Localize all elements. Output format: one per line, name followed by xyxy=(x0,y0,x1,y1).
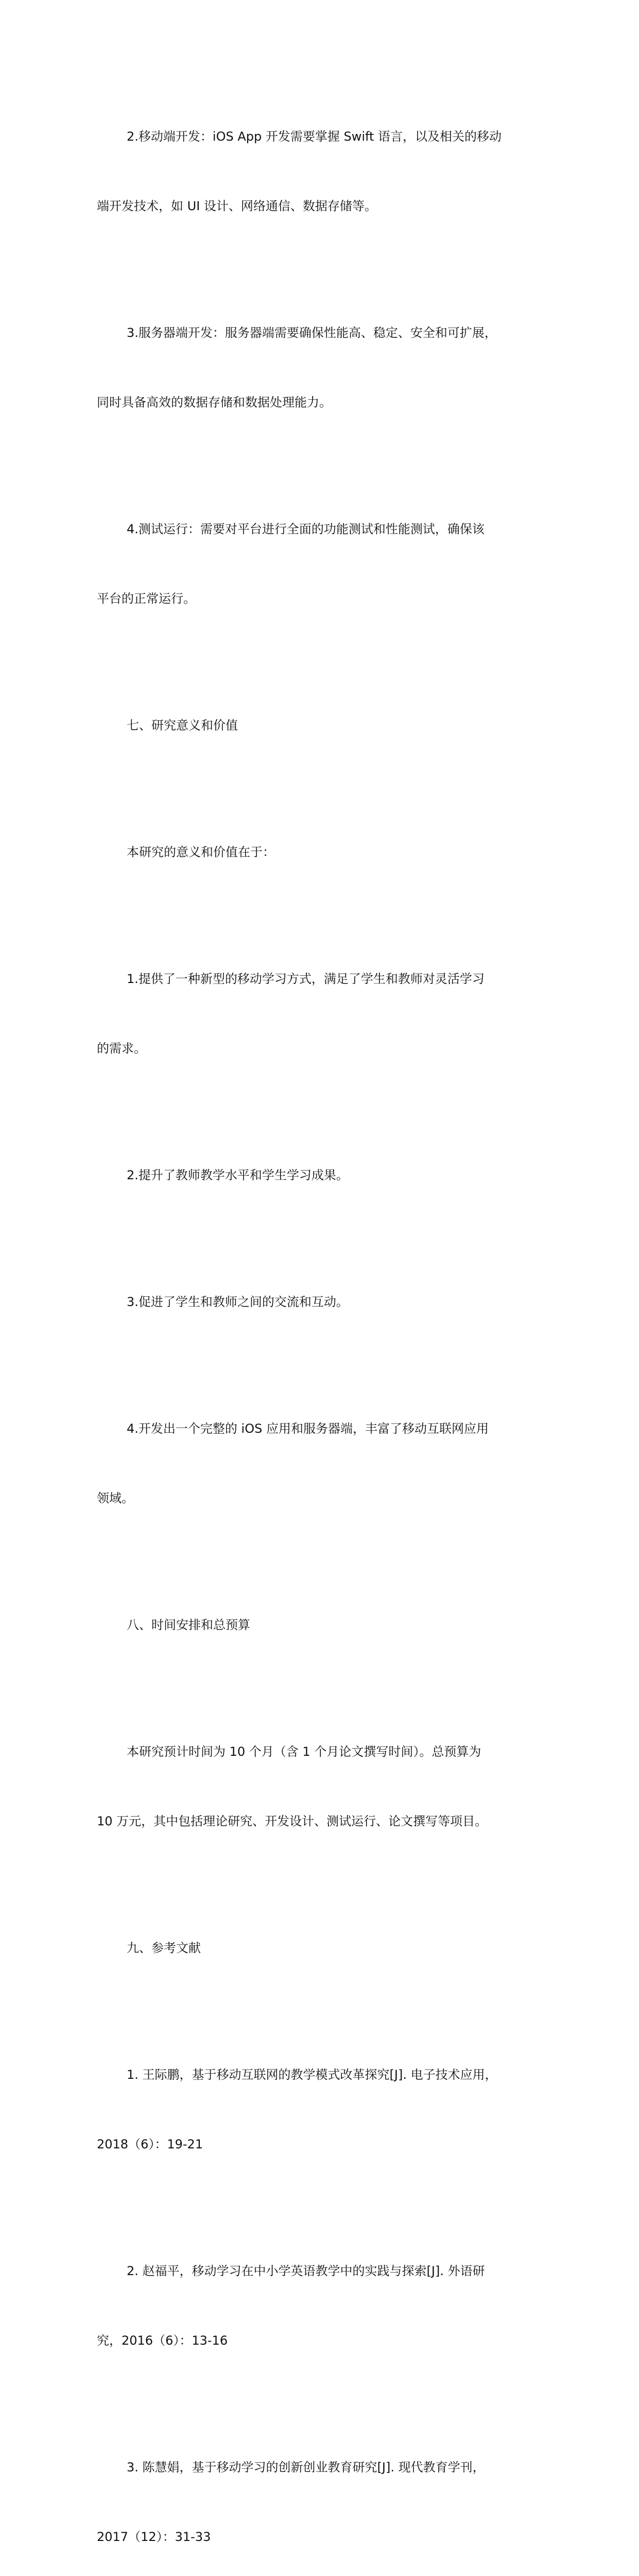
text-line: 2.提升了教师教学水平和学生学习成果。 xyxy=(127,1168,349,1182)
reference-item-1 xyxy=(97,2017,560,2202)
reference-item-3 xyxy=(97,2410,560,2576)
list-item-server-dev xyxy=(97,275,560,461)
list-item-significance-1 xyxy=(97,921,560,1107)
text-line: 4.开发出一个完整的 iOS 应用和服务器端，丰富了移动互联网应用 xyxy=(127,1421,489,1436)
text-line: 究，2016（6）：13-16 xyxy=(97,2333,228,2348)
text-line: 本研究预计时间为 10 个月（含 1 个月论文撰写时间）。总预算为 xyxy=(127,1744,481,1759)
section-heading-significance xyxy=(97,668,560,784)
text-line: 2. 赵福平，移动学习在中小学英语教学中的实践与探索[J]. 外语研 xyxy=(127,2264,485,2278)
text-line: 1. 王际鹏，基于移动互联网的教学模式改革探究[J]. 电子技术应用， xyxy=(127,2067,497,2082)
text-line: 领域。 xyxy=(97,1491,134,1505)
text-line: 同时具备高效的数据存储和数据处理能力。 xyxy=(97,395,332,410)
text-line: 1.提供了一种新型的移动学习方式，满足了学生和教师对灵活学习 xyxy=(127,972,485,986)
list-item-significance-2 xyxy=(97,1117,560,1233)
text-line: 3.服务器端开发：服务器端需要确保性能高、稳定、安全和可扩展， xyxy=(127,326,497,340)
text-line: 平台的正常运行。 xyxy=(97,591,196,606)
section-heading-schedule-budget xyxy=(97,1567,560,1683)
text-line: 10 万元，其中包括理论研究、开发设计、测试运行、论文撰写等项目。 xyxy=(97,1814,488,1828)
list-item-significance-4 xyxy=(97,1371,560,1556)
reference-item-2 xyxy=(97,2213,560,2399)
heading-text: 八、时间安排和总预算 xyxy=(127,1618,250,1632)
list-item-testing xyxy=(97,471,560,657)
heading-text: 九、参考文献 xyxy=(127,1941,201,1955)
text-line: 4.测试运行：需要对平台进行全面的功能测试和性能测试，确保该 xyxy=(127,522,485,536)
text-line: 2.移动端开发：iOS App 开发需要掌握 Swift 语言，以及相关的移动 xyxy=(127,129,502,144)
section-heading-references xyxy=(97,1890,560,2006)
list-item-mobile-dev xyxy=(97,79,560,264)
text-line: 的需求。 xyxy=(97,1041,146,1056)
text-line: 本研究的意义和价值在于： xyxy=(127,845,275,859)
text-line: 3. 陈慧娟，基于移动学习的创新创业教育研究[J]. 现代教育学刊， xyxy=(127,2460,485,2475)
body-paragraph-significance-intro xyxy=(97,794,560,910)
text-line: 端开发技术，如 UI 设计、网络通信、数据存储等。 xyxy=(97,199,377,213)
body-paragraph-schedule-budget xyxy=(97,1694,560,1879)
document-body xyxy=(97,79,560,2576)
text-line: 3.促进了学生和教师之间的交流和互动。 xyxy=(127,1295,349,1309)
list-item-significance-3 xyxy=(97,1244,560,1360)
heading-text: 七、研究意义和价值 xyxy=(127,718,238,733)
text-line: 2018（6）：19-21 xyxy=(97,2137,203,2151)
text-line: 2017（12）：31-33 xyxy=(97,2530,211,2544)
